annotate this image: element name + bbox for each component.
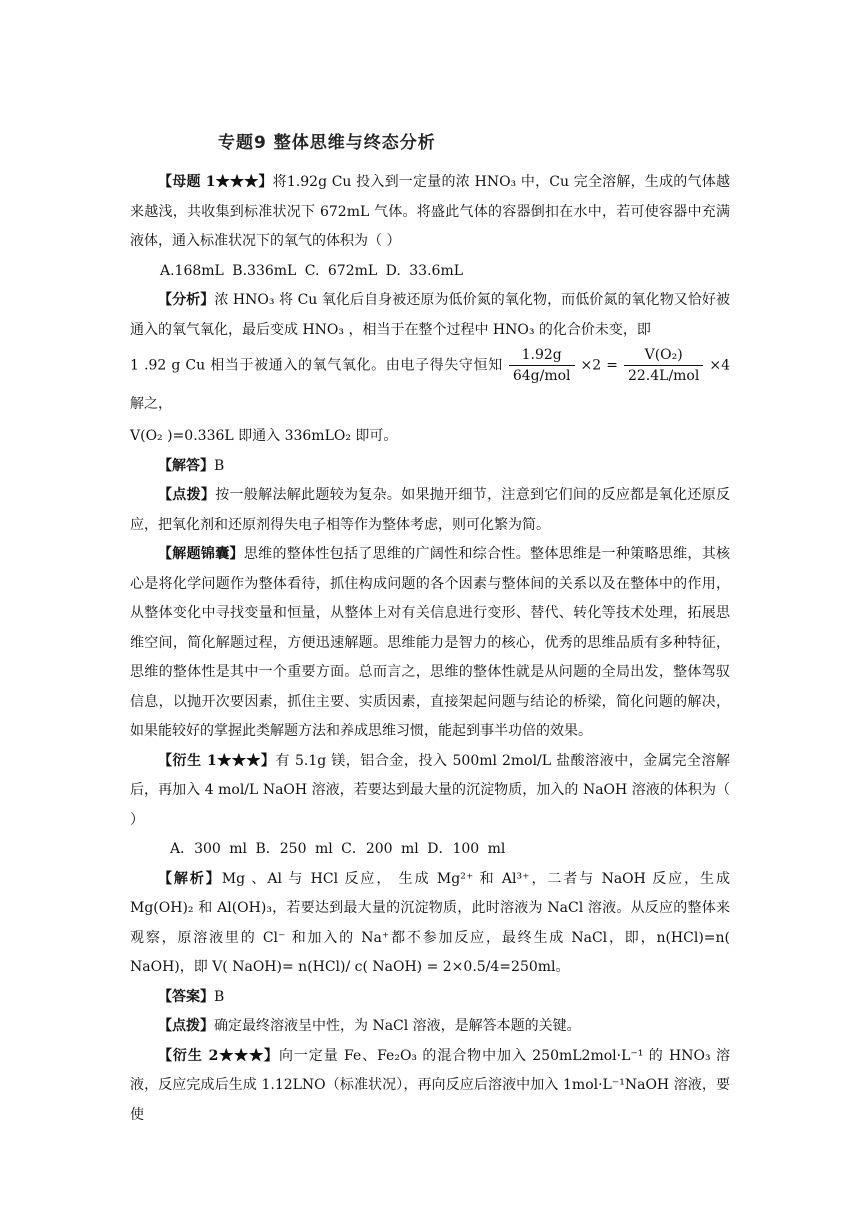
q1-tips-label: 【解题锦囊】 xyxy=(158,546,244,562)
q1-analysis-label: 【分析】 xyxy=(158,292,215,308)
d2-text: 向一定量 Fe、Fe₂O₃ 的混合物中加入 250mL2mol·L⁻¹ 的 HNO₃ 溶液，反应完成后生成 1.12LNO（标准状况），再向反应后溶液中加入 1mol·L⁻¹NaOH 溶液，要使 xyxy=(130,1047,730,1123)
q1-formula-line xyxy=(130,345,730,422)
q1-question xyxy=(130,168,730,257)
d1-answer xyxy=(130,983,730,1013)
fraction-numerator: 1.92g xyxy=(509,345,575,366)
d1-text: 有 5.1g 镁，铝合金，投入 500ml 2mol/L 盐酸溶液中，金属完全溶解后，再加入 4 mol/L NaOH 溶液，若要达到最大量的沉淀物质，加入的 NaOH 溶液的体积为（ ） xyxy=(130,752,730,828)
fraction-denominator: 64g/mol xyxy=(512,368,571,384)
d1-analysis-label: 【解析】 xyxy=(158,870,222,887)
q1-text: 将1.92g Cu 投入到一定量的浓 HNO₃ 中，Cu 完全溶解，生成的气体越来越浅，共收集到标准状况下 672mL 气体。将盛此气体的容器倒扣在水中，若可使容器中充满液体，通入标准状况下的氧气的体积为（ ） xyxy=(130,174,730,249)
d1-analysis xyxy=(130,865,730,983)
q1-tip-label: 【点拨】 xyxy=(158,487,216,503)
fraction-volume-over-molar xyxy=(624,345,703,386)
q1-analysis-result: V(O₂ )=0.336L 即通入 336mLO₂ 即可。 xyxy=(130,428,398,444)
d1-tip-label: 【点拨】 xyxy=(158,1018,214,1034)
q1-answer-label: 【解答】 xyxy=(158,457,214,474)
d1-answer-text: B xyxy=(214,988,225,1005)
q1-analysis xyxy=(130,286,730,345)
page-title: 专题9 整体思维与终态分析 xyxy=(218,133,436,153)
fraction-mass-over-molar xyxy=(509,345,575,386)
q1-tips-text: 思维的整体性包括了思维的广阔性和综合性。整体思维是一种策略思维，其核心是将化学问题作为整体看待，抓住构成问题的各个因素与整体间的关系以及在整体中的作用，从整体变化中寻找变量和恒量，从整体上对有关信息进行变形、替代、转化等技术处理，拓展思维空间，简化解题过程，方便迅速解题。思维能力是智力的核心，优秀的思维品质有多种特征，思维的整体性是其中一个重要方面。总而言之，思维的整体性就是从问题的全局出发，整体驾驭信息，以抛开次要因素，抓住主要、实质因素，直接架起问题与结论的桥梁，简化问题的解决，如果能较好的掌握此类解题方法和养成思维习惯，能起到事半功倍的效果。 xyxy=(130,546,731,739)
d2-label: 【衍生 2★★★】 xyxy=(158,1047,279,1064)
q1-options: A.168mL B.336mL C. 672mL D. 33.6mL xyxy=(160,262,464,279)
d1-tip-text: 确定最终溶液呈中性，为 NaCl 溶液，是解答本题的关键。 xyxy=(214,1018,581,1034)
times-four: ×4 解之， xyxy=(130,357,730,412)
q1-label: 【母题 1★★★】 xyxy=(158,174,273,190)
d1-question xyxy=(130,747,730,836)
d1-answer-label: 【答案】 xyxy=(158,988,214,1005)
d1-options: A．300 ml B．250 ml C．200 ml D．100 ml xyxy=(170,841,506,857)
q1-answer xyxy=(130,452,730,482)
q1-analysis-text: 浓 HNO₃ 将 Cu 氧化后自身被还原为低价氮的氧化物，而低价氮的氧化物又恰好被通入的氧气氧化，最后变成 HNO₃ ，相当于在整个过程中 HNO₃ 的化合价未变，即 xyxy=(130,292,731,338)
fraction-numerator: V(O₂) xyxy=(624,345,703,366)
d1-analysis-text: Mg 、Al 与 HCl 反应， 生成 Mg²⁺ 和 Al³⁺，二者与 NaOH 反应，生成 Mg(OH)₂ 和 Al(OH)₃，若要达到最大量的沉淀物质，此时溶液为 NaCl 溶液。从反应的整体来观察，原溶液里的 Cl⁻ 和加入的 Na⁺都不参加反应，最终生成 NaCl，即，n(HCl)=n( NaOH)，即 V( NaOH)= n(HCl)/ c( NaOH) = 2×0.5/4=250ml。 xyxy=(130,870,730,975)
d1-label: 【衍生 1★★★】 xyxy=(158,752,276,769)
d1-tip xyxy=(130,1012,730,1042)
times-two: ×2 = xyxy=(580,357,618,374)
d2-question xyxy=(130,1042,730,1131)
q1-answer-text: B xyxy=(214,457,225,474)
q1-tips-box xyxy=(130,540,730,747)
q1-tip xyxy=(130,481,730,540)
q1-formula-prefix: 1 .92 g Cu 相当于被通入的氧气氧化。由电子得失守恒知 xyxy=(130,357,503,374)
document-body xyxy=(130,168,730,1130)
q1-tip-text: 按一般解法解此题较为复杂。如果抛开细节，注意到它们间的反应都是氧化还原反应，把氧化剂和还原剂得失电子相等作为整体考虑，则可化繁为简。 xyxy=(130,487,731,533)
fraction-denominator: 22.4L/mol xyxy=(627,368,700,384)
